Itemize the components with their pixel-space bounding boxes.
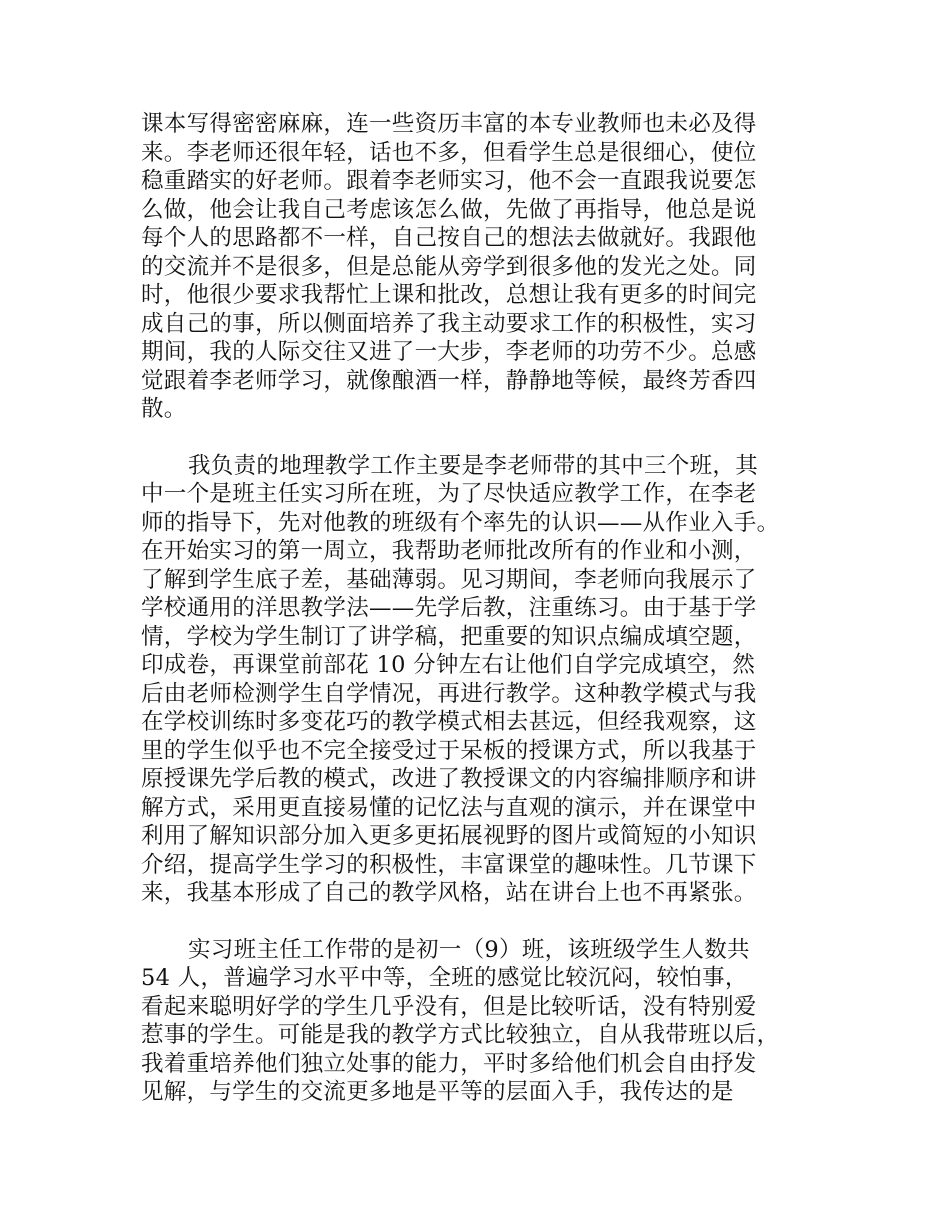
text-line: 情，学校为学生制订了讲学稿，把重要的知识点编成填空题，	[141, 623, 757, 650]
text-line: 每个人的思路都不一样，自己按自己的想法去做就好。我跟他	[141, 225, 757, 251]
text-line: 课本写得密密麻麻，连一些资历丰富的本专业教师也未必及得	[141, 111, 757, 137]
text-line: 在学校训练时多变花巧的教学模式相去甚远，但经我观察，这	[141, 709, 757, 735]
text-line: 介绍，提高学生学习的积极性，丰富课堂的趣味性。几节课下	[141, 851, 757, 878]
text-line: 惹事的学生。可能是我的教学方式比较独立，自从我带班以后，	[141, 1022, 780, 1048]
text-line: 看起来聪明好学的学生几乎没有，但是比较听话，没有特别爱	[141, 993, 757, 1020]
text-line: 我着重培养他们独立处事的能力，平时多给他们机会自由抒发	[141, 1050, 757, 1077]
text-line: 里的学生似乎也不完全接受过于呆板的授课方式，所以我基于	[141, 737, 757, 764]
text-line: 后由老师检测学生自学情况，再进行教学。这种教学模式与我	[141, 680, 757, 707]
text-line: 利用了解知识部分加入更多更拓展视野的图片或简短的小知识	[141, 823, 757, 849]
text-line: 我负责的地理教学工作主要是李老师带的其中三个班，其	[188, 452, 759, 479]
text-line: 原授课先学后教的模式，改进了教授课文的内容编排顺序和讲	[141, 766, 757, 792]
text-line: 来，我基本形成了自己的教学风格，站在讲台上也不再紧张。	[141, 880, 757, 906]
text-line: 印成卷，再课堂前部花 10 分钟左右让他们自学完成填空，然	[141, 652, 756, 678]
text-line: 觉跟着李老师学习，就像酿酒一样，静静地等候，最终芳香四	[141, 367, 757, 394]
text-line: 么做，他会让我自己考虑该怎么做，先做了再指导，他总是说	[141, 196, 757, 223]
text-line: 时，他很少要求我帮忙上课和批改，总想让我有更多的时间完	[141, 282, 757, 308]
text-line: 54 人，普遍学习水平中等，全班的感觉比较沉闷，较怕事，	[141, 965, 748, 991]
paragraph-1	[141, 110, 831, 424]
text-line: 实习班主任工作带的是初一（9）班，该班级学生人数共	[188, 936, 750, 963]
text-line: 成自己的事，所以侧面培养了我主动要求工作的积极性，实习	[141, 310, 757, 337]
text-line: 中一个是班主任实习所在班，为了尽快适应教学工作，在李老	[141, 481, 757, 507]
paragraph-2	[141, 452, 831, 908]
text-line: 解方式，采用更直接易懂的记忆法与直观的演示，并在课堂中	[141, 794, 757, 821]
text-line: 的交流并不是很多，但是总能从旁学到很多他的发光之处。同	[141, 253, 757, 280]
text-line: 见解，与学生的交流更多地是平等的层面入手，我传达的是	[141, 1079, 734, 1105]
text-line: 在开始实习的第一周立，我帮助老师批改所有的作业和小测，	[141, 538, 757, 564]
text-line: 稳重踏实的好老师。跟着李老师实习，他不会一直跟我说要怎	[141, 168, 757, 194]
text-line: 师的指导下，先对他教的班级有个率先的认识——从作业入手。	[141, 509, 780, 536]
text-line: 了解到学生底子差，基础薄弱。见习期间，李老师向我展示了	[141, 566, 757, 593]
paragraph-3	[141, 936, 831, 1107]
text-line: 散。	[141, 396, 187, 422]
document-page	[141, 110, 831, 1107]
text-line: 学校通用的洋思教学法——先学后教，注重练习。由于基于学	[141, 595, 757, 621]
text-line: 来。李老师还很年轻，话也不多，但看学生总是很细心，使位	[141, 139, 757, 166]
text-line: 期间，我的人际交往又进了一大步，李老师的功劳不少。总感	[141, 339, 757, 365]
